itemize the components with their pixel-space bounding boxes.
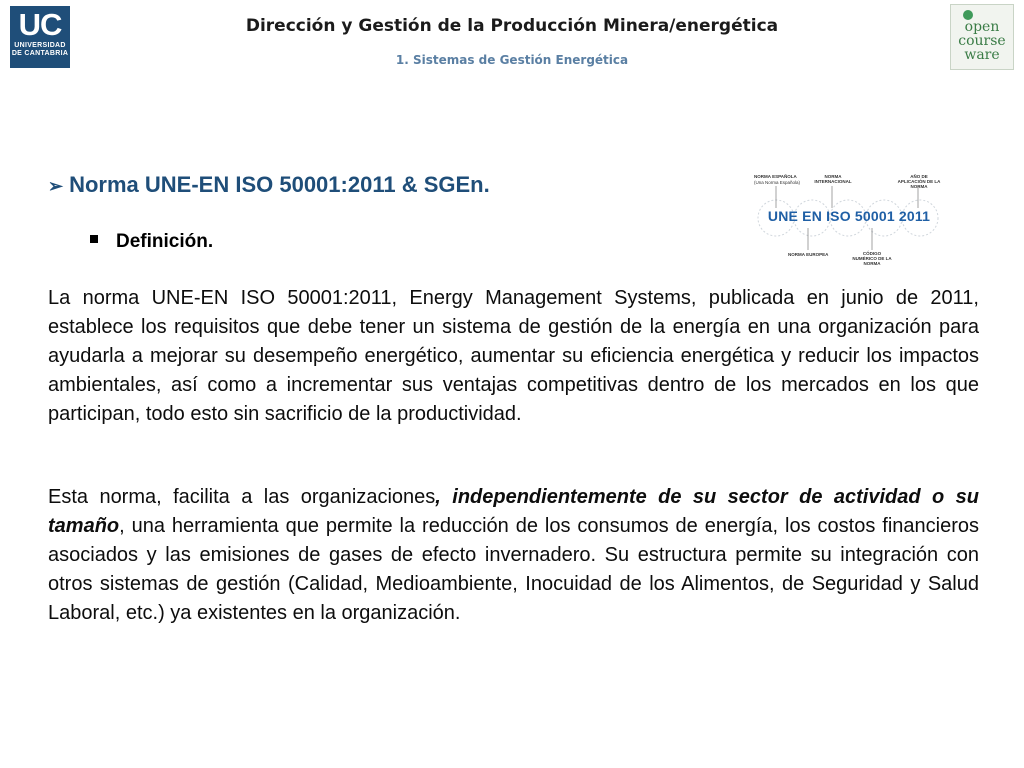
- page-title: Dirección y Gestión de la Producción Minera/energética: [245, 16, 779, 36]
- ocw-logo-line2: course: [958, 33, 1006, 49]
- label-ano-aplicacion: AÑO DE APLICACIÓN DE LA NORMA: [897, 174, 941, 189]
- ocw-logo-line1: open: [964, 19, 1000, 35]
- arrow-bullet-icon: ➢: [48, 176, 64, 196]
- section-heading: [48, 172, 490, 198]
- ocw-logo-words: [951, 20, 1013, 62]
- paragraph-benefits: [48, 483, 979, 628]
- label-norma-europea: NORMA EUROPEA: [788, 252, 829, 257]
- uc-logo-line1: UNIVERSIDAD: [14, 42, 66, 49]
- label-codigo-numerico: CÓDIGO NUMÉRICO DE LA NORMA: [852, 251, 892, 266]
- uc-logo-line2: DE CANTABRIA: [11, 50, 69, 57]
- label-una-norma: (Una Norma Española): [754, 180, 801, 185]
- uc-logo-letters: UC: [18, 7, 62, 42]
- ocw-logo-line3: ware: [964, 47, 1000, 63]
- paragraph-benefits-emphasis: , independientemente de su sector de actividad o su tamaño: [48, 486, 979, 537]
- square-bullet-icon: [90, 235, 98, 243]
- subsection-heading-text: Definición.: [116, 231, 214, 252]
- subsection-heading: [90, 231, 213, 253]
- paragraph-benefits-part1: Esta norma, facilita a las organizaciones: [48, 486, 436, 508]
- paragraph-benefits-part2: , una herramienta que permite la reducción de los consumos de energía, los costos financieros asociados y las emisiones de gases de efecto invernadero. Su estructura permite su integración con otros sistemas de gestión (Calidad, Medioambiente, Inocuidad de los Alimentos, de Seguridad y Salud Laboral, etc.) ya existentes en la organización.: [48, 515, 979, 624]
- paragraph-definition: La norma UNE-EN ISO 50001:2011, Energy Management Systems, publicada en junio de 2011, establece los requisitos que debe tener un sistema de gestión de la energía en una organización para ayudarla a mejorar su desempeño energético, aumentar su eficiencia energética y reducir los impactos ambientales, así como a incrementar sus ventajas competitivas dentro de los mercados en los que participan, todo esto sin sacrificio de la productividad.: [48, 287, 979, 425]
- ocw-logo: [950, 4, 1014, 70]
- label-norma-internacional: NORMA INTERNACIONAL: [814, 174, 852, 184]
- page-subtitle: 1. Sistemas de Gestión Energética: [395, 53, 629, 67]
- section-heading-text: Norma UNE-EN ISO 50001:2011 & SGEn.: [69, 172, 490, 197]
- iso-standard-diagram: [752, 172, 944, 264]
- label-norma-espanola: NORMA ESPAÑOLA: [754, 174, 797, 179]
- iso-code-label: UNE EN ISO 50001 2011: [767, 208, 931, 224]
